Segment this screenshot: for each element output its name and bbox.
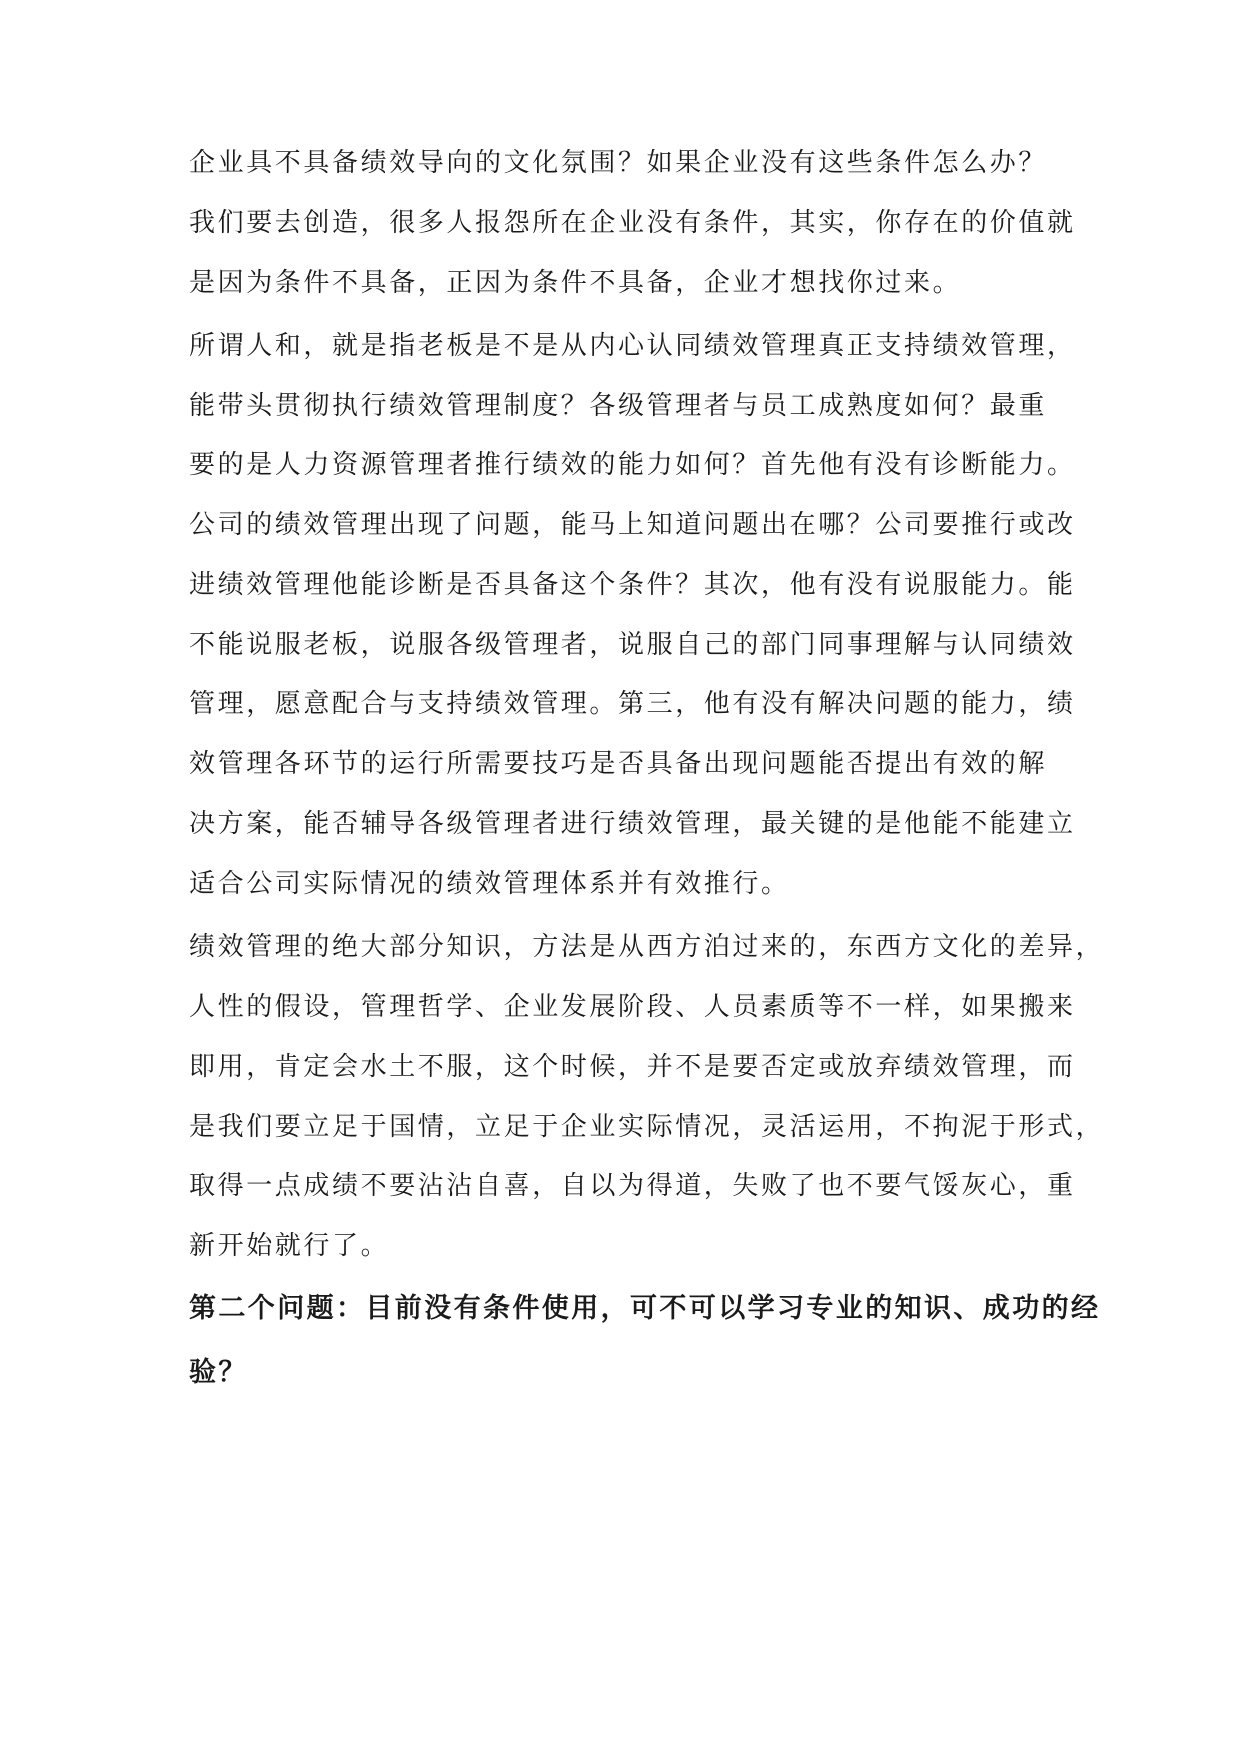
paragraph-2-line-6: 不能说服老板，说服各级管理者，说服自己的部门同事理解与认同绩效 [189,630,1076,660]
paragraph-2-line-10: 适合公司实际情况的绩效管理体系并有效推行。 [189,869,790,899]
paragraph-2-line-9: 决方案，能否辅导各级管理者进行绩效管理，最关键的是他能不能建立 [189,809,1076,839]
paragraph-3-line-1: 绩效管理的绝大部分知识，方法是从西方泊过来的，东西方文化的差异， [189,932,1105,962]
paragraph-2-line-1: 所谓人和，就是指老板是不是从内心认同绩效管理真正支持绩效管理， [189,331,1076,361]
paragraph-3-line-5: 取得一点成绩不要沾沾自喜，自以为得道，失败了也不要气馁灰心，重 [189,1171,1076,1201]
paragraph-3-line-3: 即用，肯定会水土不服，这个时候，并不是要否定或放弃绩效管理，而 [189,1052,1076,1082]
section-heading-line-2: 验？ [189,1357,248,1388]
paragraph-1-line-3: 是因为条件不具备，正因为条件不具备，企业才想找你过来。 [189,268,962,298]
paragraph-1-line-2: 我们要去创造，很多人报怨所在企业没有条件，其实，你存在的价值就 [189,208,1076,238]
paragraph-1-line-1: 企业具不具备绩效导向的文化氛围？如果企业没有这些条件怎么办？ [189,148,1048,178]
section-heading-line-1: 第二个问题：目前没有条件使用，可不可以学习专业的知识、成功的经 [189,1293,1101,1324]
paragraph-3-line-6: 新开始就行了。 [189,1231,390,1261]
paragraph-3-line-2: 人性的假设，管理哲学、企业发展阶段、人员素质等不一样，如果搬来 [189,992,1076,1022]
paragraph-2-line-8: 效管理各环节的运行所需要技巧是否具备出现问题能否提出有效的解 [189,749,1048,779]
paragraph-2-line-5: 进绩效管理他能诊断是否具备这个条件？其次，他有没有说服能力。能 [189,570,1076,600]
paragraph-3-line-4: 是我们要立足于国情，立足于企业实际情况，灵活运用，不拘泥于形式， [189,1112,1105,1142]
paragraph-2-line-3: 要的是人力资源管理者推行绩效的能力如何？首先他有没有诊断能力。 [189,450,1076,480]
paragraph-2-line-7: 管理，愿意配合与支持绩效管理。第三，他有没有解决问题的能力，绩 [189,689,1076,719]
paragraph-2-line-4: 公司的绩效管理出现了问题，能马上知道问题出在哪？公司要推行或改 [189,510,1076,540]
paragraph-2-line-2: 能带头贯彻执行绩效管理制度？各级管理者与员工成熟度如何？最重 [189,391,1048,421]
